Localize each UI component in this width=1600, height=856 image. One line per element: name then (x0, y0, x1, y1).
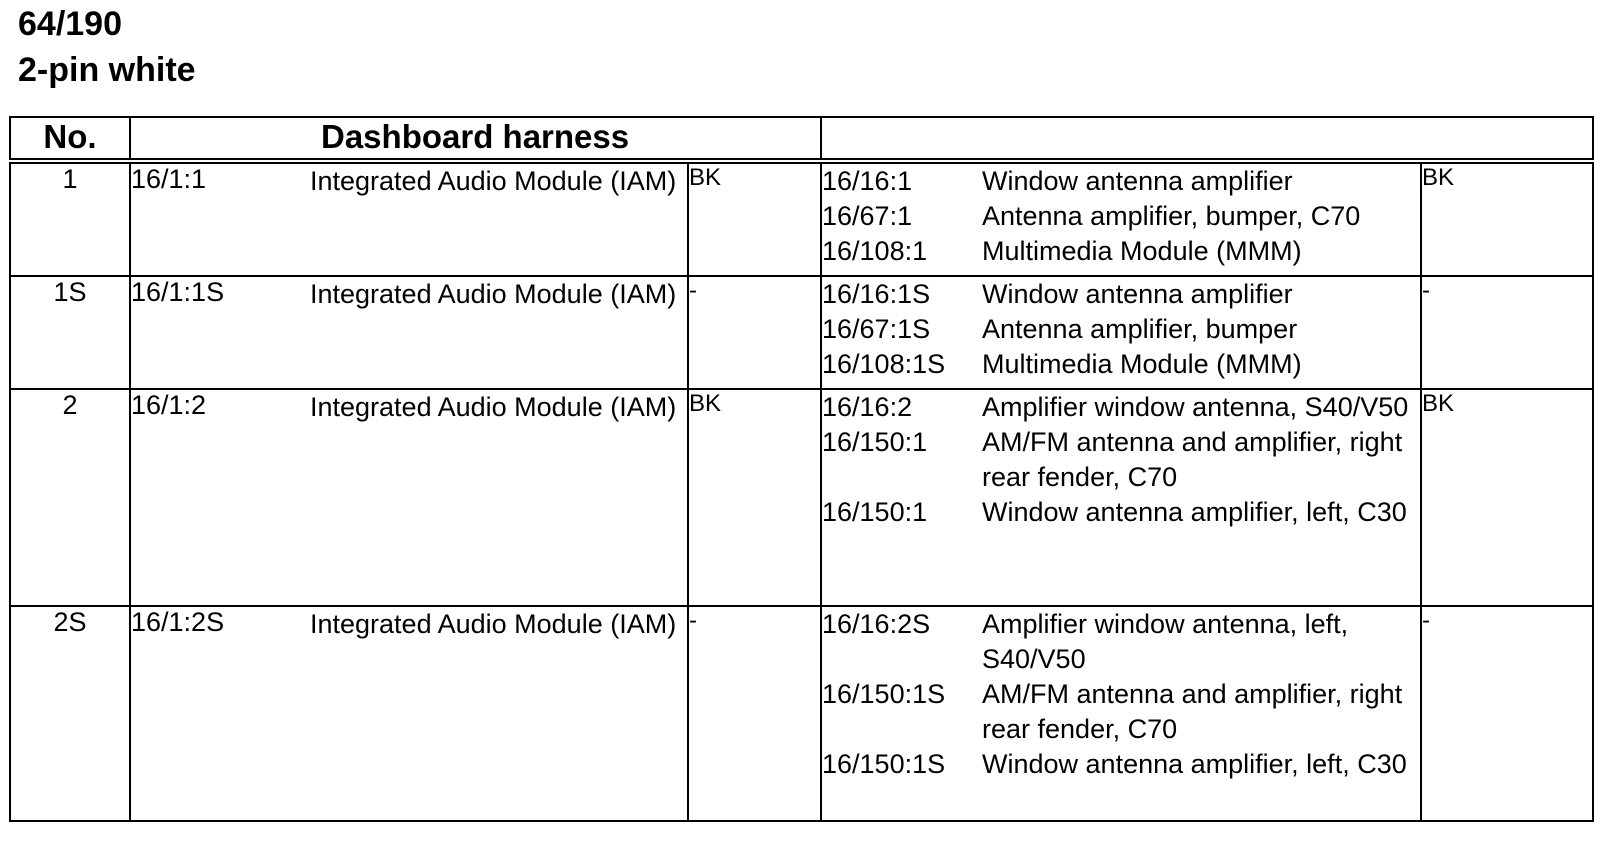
connector-name: 2-pin white (18, 51, 196, 89)
connection-wire-color: BK (1421, 389, 1593, 606)
connection-description: Window antenna amplifier (982, 166, 1293, 196)
connection-pin: 16/67:1 (822, 201, 913, 231)
pin-number: 1S (10, 276, 130, 389)
connection-description: Antenna amplifier, bumper (982, 314, 1298, 344)
connection-list (821, 276, 1421, 389)
connector-code: 64/190 (18, 5, 122, 43)
connection-list (821, 161, 1421, 276)
table-row (10, 606, 1593, 821)
connection-item (822, 747, 1420, 782)
connection-pin: 16/150:1S (822, 679, 946, 709)
wire-color: BK (688, 389, 821, 606)
connection-list (821, 606, 1421, 821)
column-header-harness: Dashboard harness (130, 117, 821, 161)
column-header-connections (821, 117, 1593, 161)
connection-pin: 16/108:1 (822, 236, 928, 266)
connection-item (822, 347, 1420, 382)
harness-pin: 16/1:2S (130, 606, 310, 821)
harness-pin: 16/1:1 (130, 161, 310, 276)
connection-description: Antenna amplifier, bumper, C70 (982, 201, 1361, 231)
harness-description: Integrated Audio Module (IAM) (310, 606, 688, 821)
connection-item (822, 277, 1420, 312)
connection-description: Window antenna amplifier, left, C30 (982, 497, 1407, 527)
connection-item (822, 234, 1420, 269)
connection-list (821, 389, 1421, 606)
wire-color: - (688, 276, 821, 389)
harness-description: Integrated Audio Module (IAM) (310, 166, 677, 196)
connection-item (822, 312, 1420, 347)
wire-color: BK (688, 161, 821, 276)
table-row (10, 389, 1593, 606)
connection-description: Window antenna amplifier, left, C30 (982, 749, 1407, 779)
connection-item (822, 390, 1420, 425)
connection-pin: 16/150:1S (822, 749, 946, 779)
connection-description: AM/FM antenna and amplifier, right rear fender, C70 (982, 427, 1403, 492)
connection-item (822, 199, 1420, 234)
connection-description: AM/FM antenna and amplifier, right rear fender, C70 (982, 679, 1403, 744)
table-header-row (10, 117, 1593, 161)
connection-pin: 16/16:1S (822, 279, 931, 309)
harness-pin: 16/1:2 (130, 389, 310, 606)
connection-pin: 16/150:1 (822, 427, 928, 457)
pin-number: 2 (10, 389, 130, 606)
connection-pin: 16/16:2 (822, 392, 913, 422)
connection-pin: 16/16:2S (822, 609, 931, 639)
harness-pin: 16/1:1S (130, 276, 310, 389)
table-row (10, 161, 1593, 276)
connection-pin: 16/16:1 (822, 166, 913, 196)
connection-pin: 16/150:1 (822, 497, 928, 527)
connection-item (822, 495, 1420, 530)
pin-number: 2S (10, 606, 130, 821)
connection-description: Amplifier window antenna, S40/V50 (982, 392, 1409, 422)
harness-description: Integrated Audio Module (IAM) (310, 389, 688, 606)
column-header-no: No. (10, 117, 130, 161)
connection-item (822, 677, 1420, 747)
connection-wire-color: - (1421, 276, 1593, 389)
connection-description: Multimedia Module (MMM) (982, 349, 1302, 379)
wire-color: - (688, 606, 821, 821)
connection-pin: 16/108:1S (822, 349, 946, 379)
connection-wire-color: - (1421, 606, 1593, 821)
connection-description: Window antenna amplifier (982, 279, 1293, 309)
connection-description: Multimedia Module (MMM) (982, 236, 1302, 266)
pin-number: 1 (62, 164, 78, 194)
harness-description: Integrated Audio Module (IAM) (310, 276, 688, 389)
connection-item (822, 164, 1420, 199)
table-row (10, 276, 1593, 389)
connection-item (822, 607, 1420, 677)
connection-pin: 16/67:1S (822, 314, 931, 344)
connection-description: Amplifier window antenna, left, S40/V50 (982, 609, 1349, 674)
connection-item (822, 425, 1420, 495)
connection-wire-color: BK (1421, 161, 1593, 276)
pinout-table (9, 116, 1594, 822)
